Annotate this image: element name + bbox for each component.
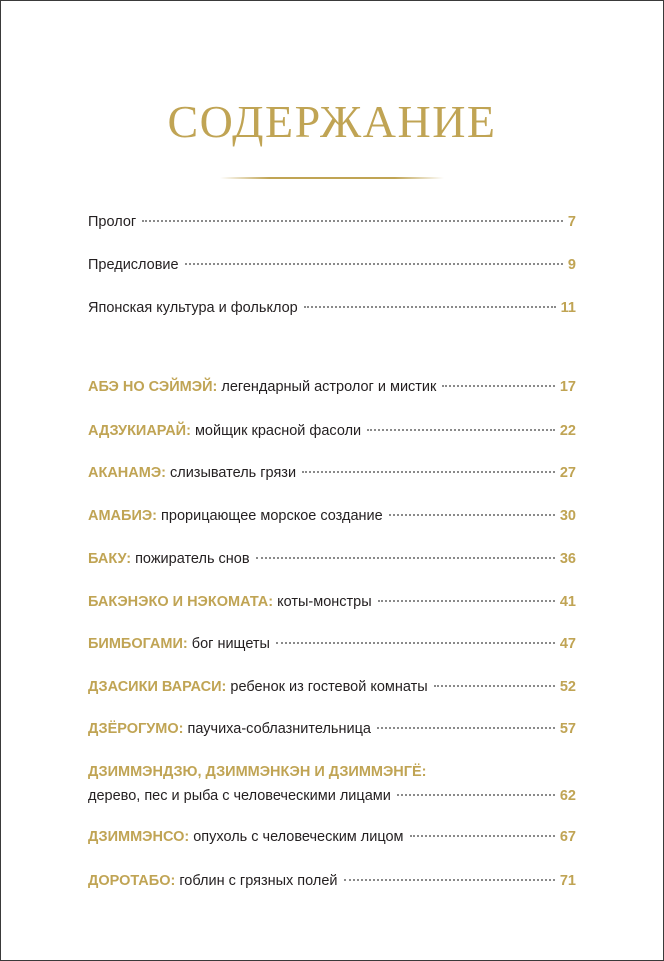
- toc-row-entry[interactable]: [88, 677, 576, 697]
- toc-page-number: 62: [559, 788, 576, 804]
- toc-page-number: 27: [559, 465, 576, 481]
- entry-description: опухоль с человеческим лицом: [189, 829, 404, 845]
- dot-leader: [256, 557, 555, 559]
- entry-name: ДЗИММЭНСО:: [88, 829, 190, 845]
- toc-row-entry[interactable]: [88, 377, 576, 397]
- toc-entry-text: Пролог: [88, 214, 137, 230]
- dot-leader: [378, 600, 555, 602]
- toc-row-prologue[interactable]: [88, 212, 576, 232]
- toc-page-number: 71: [559, 873, 576, 889]
- entry-description: легендарный астролог и мистик: [217, 379, 437, 395]
- toc-entry-text: [88, 719, 371, 739]
- toc-row-entry[interactable]: [88, 463, 576, 483]
- dot-leader: [344, 879, 555, 881]
- dot-leader: [397, 794, 555, 796]
- entry-description: коты-монстры: [273, 594, 372, 610]
- dot-leader: [302, 471, 555, 473]
- toc-entry-text: [88, 634, 270, 654]
- toc-row-entry[interactable]: [88, 506, 576, 526]
- toc-entry-text: [88, 786, 391, 806]
- entry-name: ДЗЁРОГУМО:: [88, 721, 184, 737]
- entry-description: бог нищеты: [187, 636, 270, 652]
- toc-page-number: 7: [567, 214, 576, 230]
- entry-description: гоблин с грязных полей: [175, 873, 338, 889]
- dot-leader: [142, 220, 563, 222]
- entry-name: АМАБИЭ:: [88, 508, 158, 524]
- toc-page-number: 30: [559, 508, 576, 524]
- entry-description: паучиха-соблазнительница: [183, 721, 371, 737]
- toc-entry-text: Предисловие: [88, 257, 179, 273]
- toc-entry-text: [88, 506, 383, 526]
- toc-page-number: 57: [559, 721, 576, 737]
- dot-leader: [434, 685, 555, 687]
- toc-page-number: 22: [559, 423, 576, 439]
- toc-page-number: 67: [559, 829, 576, 845]
- dot-leader: [367, 429, 555, 431]
- toc-entry-text: [88, 827, 404, 847]
- toc-entry-text: Японская культура и фольклор: [88, 300, 298, 316]
- toc-row-entry[interactable]: [88, 719, 576, 739]
- toc-row-entry[interactable]: [88, 786, 576, 806]
- entry-description: пожиратель снов: [131, 551, 250, 567]
- toc-entry-text: [88, 871, 338, 891]
- toc-row-entry[interactable]: [88, 549, 576, 569]
- dot-leader: [410, 835, 555, 837]
- toc-page-number: 47: [559, 636, 576, 652]
- entry-name: БАКУ:: [88, 551, 132, 567]
- toc-entry-text: [88, 592, 372, 612]
- toc-page-number: 41: [559, 594, 576, 610]
- toc-page-number: 11: [560, 300, 576, 316]
- toc-page-number: 9: [567, 257, 576, 273]
- entry-name: АКАНАМЭ:: [88, 465, 166, 481]
- toc-row-entry[interactable]: [88, 634, 576, 654]
- entry-description: мойщик красной фасоли: [190, 423, 362, 439]
- entry-description: дерево, пес и рыба с человеческими лицами: [88, 788, 391, 804]
- dot-leader: [442, 385, 554, 387]
- toc-entry-text: [88, 421, 361, 441]
- dot-leader: [377, 727, 555, 729]
- toc-page-number: 36: [559, 551, 576, 567]
- toc-row-preface[interactable]: [88, 255, 576, 275]
- toc-page-number: 52: [559, 679, 576, 695]
- entry-description: слизыватель грязи: [165, 465, 297, 481]
- toc-row-culture[interactable]: [88, 298, 576, 318]
- entry-name: АДЗУКИАРАЙ:: [88, 423, 191, 439]
- dot-leader: [185, 263, 563, 265]
- toc-row-entry[interactable]: [88, 871, 576, 891]
- entry-name: БИМБОГАМИ:: [88, 636, 188, 652]
- entry-description: ребенок из гостевой комнаты: [226, 679, 428, 695]
- entry-name: ДЗАСИКИ ВАРАСИ:: [88, 679, 227, 695]
- toc-row-entry[interactable]: [88, 827, 576, 847]
- entry-name: БАКЭНЭКО И НЭКОМАТА:: [88, 594, 274, 610]
- toc-page-number: 17: [559, 379, 576, 395]
- toc-entry-text: [88, 463, 296, 483]
- page-title: СОДЕРЖАНИЕ: [167, 96, 497, 147]
- entry-name-multiline: ДЗИММЭНДЗЮ, ДЗИММЭНКЭН И ДЗИММЭНГЁ:: [88, 764, 427, 780]
- toc-entry-text: [88, 549, 250, 569]
- toc-entry-text: [88, 677, 428, 697]
- entry-description: прорицающее морское создание: [157, 508, 383, 524]
- toc-entry-text: [88, 377, 436, 397]
- title-divider: [220, 177, 444, 179]
- entry-name: АБЭ НО СЭЙМЭЙ:: [88, 379, 218, 395]
- dot-leader: [389, 514, 555, 516]
- toc-row-entry[interactable]: [88, 421, 576, 441]
- entry-name: ДОРОТАБО:: [88, 873, 176, 889]
- toc-row-entry[interactable]: [88, 592, 576, 612]
- dot-leader: [276, 642, 555, 644]
- dot-leader: [304, 306, 556, 308]
